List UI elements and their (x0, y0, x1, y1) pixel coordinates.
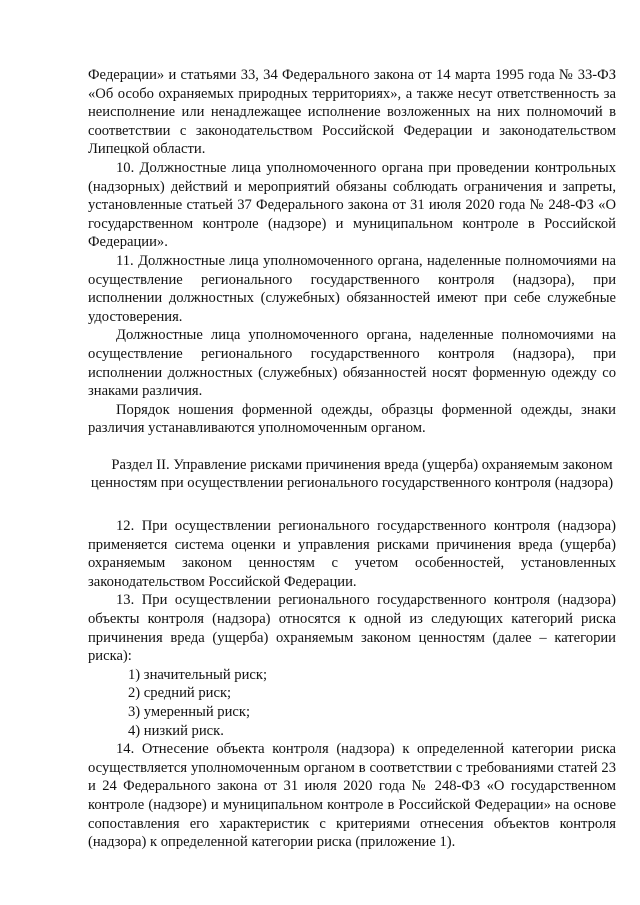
list-item: 2) средний риск; (128, 685, 232, 702)
paragraph-intro: Федерации» и статьями 33, 34 Федерального закона от 14 марта 1995 года № 33-ФЗ «Об особо охраняемых природных территориях», а также несут ответственность за неисполнение или ненадлежащее исполнение возложенных на них полномочий в соответствии с законодательством Российской Федерации и законодательством Липецкой области. (88, 67, 616, 158)
paragraph-11-order: Порядок ношения форменной одежды, образцы форменной одежды, знаки различия устанавливаются уполномоченным органом. (88, 401, 616, 437)
paragraph-14: 14. Отнесение объекта контроля (надзора) к определенной категории риска осуществляется уполномоченным органом в соответствии с требованиями статей 23 и 24 Федерального закона от 31 июля 2020 года № 248-ФЗ «О государственном контроле (надзоре) и муниципальном контроле в Российской Федерации» на основе сопоставления его характеристик с критериями отнесения объектов контроля (надзора) к определенной категории риска (приложение 1). (88, 741, 616, 851)
list-item: 4) низкий риск. (128, 722, 224, 739)
paragraph-11: 11. Должностные лица уполномоченного органа, наделенные полномочиями на осуществление регионального государственного контроля (надзора), при исполнении должностных (служебных) обязанностей имеют при себе служебные удостоверения. (88, 252, 616, 325)
document-page (88, 66, 616, 852)
list-item: 3) умеренный риск; (128, 704, 251, 720)
section-title: Раздел II. Управление рисками причинения вреда (ущерба) охраняемым законом ценностям при осуществлении регионального государственного контроля (надзора) (90, 456, 614, 492)
list-item: 1) значительный риск; (128, 666, 268, 683)
paragraph-13: 13. При осуществлении регионального государственного контроля (надзора) объекты контроля (надзора) относятся к одной из следующих категорий риска причинения вреда (ущерба) охраняемым законом ценностям (далее – категории риска): (88, 592, 616, 665)
paragraph-11-uniform: Должностные лица уполномоченного органа, наделенные полномочиями на осуществление регионального государственного контроля (надзора), при исполнении должностных (служебных) обязанностей носят форменную одежду со знаками различия. (88, 327, 616, 400)
paragraph-12: 12. При осуществлении регионального государственного контроля (надзора) применяется система оценки и управления рисками причинения вреда (ущерба) охраняемым законом ценностям с учетом особенностей, установленных законодательством Российской Федерации. (88, 518, 616, 590)
paragraph-10: 10. Должностные лица уполномоченного органа при проведении контрольных (надзорных) действий и мероприятий обязаны соблюдать ограничения и запреты, установленные статьей 37 Федерального закона от 31 июля 2020 года № 248-ФЗ «О государственном контроле (надзоре) и муниципальном контроле в Российской Федерации». (88, 159, 616, 251)
